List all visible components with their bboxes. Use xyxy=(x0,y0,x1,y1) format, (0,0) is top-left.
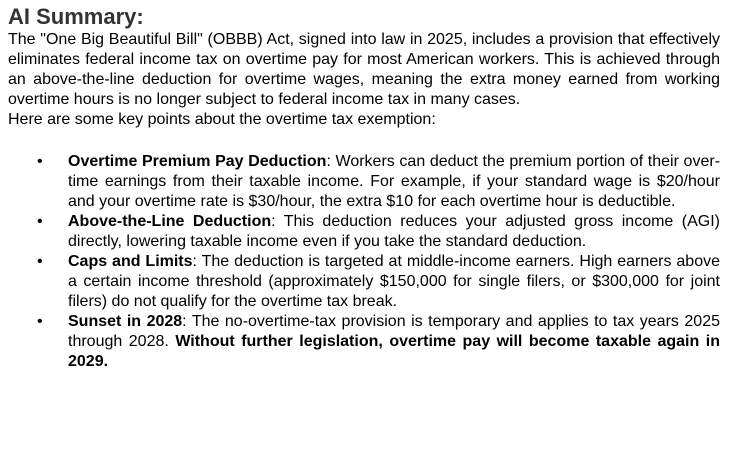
point-text: : The deduction is targeted at middle-income earners. High earners above a certain income threshold (approximately $150,000 for single filers, or $300,000 for joint filers) do not qualify for the overtime tax break. xyxy=(68,253,721,310)
point-term: Above-the-Line Deduction xyxy=(68,213,272,230)
point-text: : Workers can deduct the premium portion of their overtime earnings from their taxable income. For example, if your standard wage is $20/hour and your overtime rate is $30/hour, the extra $10 for each overtime hour is deductible. xyxy=(68,153,721,210)
bullet-icon: • xyxy=(37,313,43,330)
bullet-icon: • xyxy=(37,213,43,230)
point-text: : This deduction reduces your adjusted gross income (AGI) directly, lowering taxable income even if you take the standard deduction. xyxy=(68,213,721,250)
list-item-above-the-line xyxy=(8,212,720,252)
list-item-overtime-premium xyxy=(8,152,720,212)
bullet-icon: • xyxy=(37,153,43,170)
key-points-list xyxy=(8,152,720,372)
point-emphasis: Without further legislation, overtime pay will become taxable again in 2029. xyxy=(68,333,720,370)
list-item-sunset-2028 xyxy=(8,312,720,372)
key-points-intro: Here are some key points about the overtime tax exemption: xyxy=(8,111,436,128)
point-term: Caps and Limits xyxy=(68,253,193,270)
summary-title: AI Summary: xyxy=(8,4,144,29)
point-term: Sunset in 2028 xyxy=(68,313,183,330)
list-item-caps-and-limits xyxy=(8,252,720,312)
point-term: Overtime Premium Pay Deduction xyxy=(68,153,327,170)
bullet-icon: • xyxy=(37,253,43,270)
point-text: : The no-overtime-tax provision is temporary and applies to tax years 2025 through 2028. xyxy=(68,313,721,350)
ai-summary-panel xyxy=(8,4,720,372)
summary-intro: The "One Big Beautiful Bill" (OBBB) Act, signed into law in 2025, includes a provision that effectively eliminates federal income tax on overtime pay for most American workers. This is achieved through an above-the-line deduction for overtime wages, meaning the extra money earned from working overtime hours is no longer subject to federal income tax in many cases. xyxy=(8,31,720,108)
